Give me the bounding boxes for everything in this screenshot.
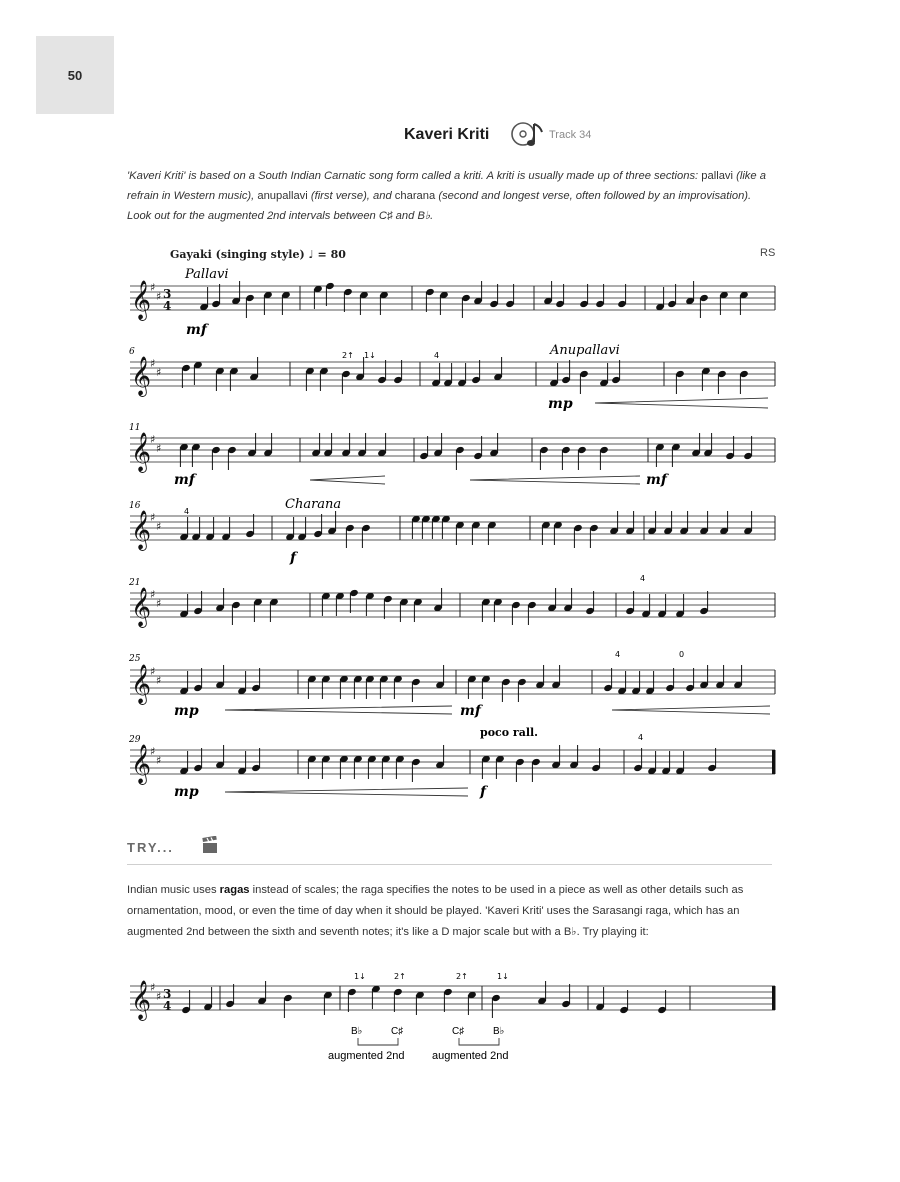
- quarter-tone-up-mark: 2↑: [456, 972, 468, 981]
- time-signature-top: 3: [163, 987, 172, 1001]
- section-label-charana: Charana: [285, 497, 342, 512]
- dynamic-f: f: [480, 784, 487, 800]
- page-number: 50: [67, 68, 83, 83]
- treble-clef-icon: 𝄞: [131, 280, 152, 320]
- bar-number-25: 25: [129, 654, 141, 664]
- sharp-icon: ♯: [150, 357, 156, 370]
- treble-clef-icon: 𝄞: [131, 432, 152, 472]
- sharp-icon: ♯: [150, 665, 156, 678]
- tempo-poco-rall: poco rall.: [480, 726, 539, 739]
- note-label-b-flat: B♭: [493, 1026, 505, 1037]
- bar-number-11: 11: [129, 423, 141, 433]
- quarter-tone-up-mark: 2↑: [394, 972, 406, 981]
- fingering-4: 4: [434, 351, 440, 360]
- sharp-icon: ♯: [156, 597, 162, 610]
- final-barline: [772, 986, 775, 1010]
- intro-text-4: (second and longest verse, often followed by an improvisation). Look out for the augmented 2nd intervals between C♯ and B♭.: [127, 190, 752, 222]
- dynamic-mp: mp: [174, 784, 199, 800]
- fingering-4: 4: [640, 574, 646, 583]
- sharp-icon: ♯: [156, 520, 162, 533]
- sharp-icon: ♯: [156, 674, 162, 687]
- intro-text-2: (like a refrain in Western music),: [127, 170, 766, 202]
- bar-number-6: 6: [129, 347, 135, 357]
- dynamic-mf: mf: [174, 472, 195, 488]
- track-number: Track 34: [549, 129, 592, 141]
- time-signature-bottom: 4: [163, 299, 172, 313]
- try-text-1: Indian music uses: [127, 884, 220, 896]
- quarter-tone-down-mark: 1↓: [497, 972, 509, 981]
- dynamic-mp: mp: [548, 396, 573, 412]
- interval-label-augmented-2nd: augmented 2nd: [432, 1050, 509, 1062]
- note-label-c-sharp: C♯: [391, 1026, 404, 1037]
- dynamic-mf: mf: [186, 322, 207, 338]
- treble-clef-icon: 𝄞: [131, 510, 152, 550]
- fingering-0: 0: [679, 650, 685, 659]
- sharp-icon: ♯: [156, 442, 162, 455]
- bar-number-21: 21: [129, 578, 141, 588]
- section-label-pallavi: Pallavi: [185, 267, 229, 282]
- intro-anupallavi: anupallavi: [257, 190, 308, 202]
- piece-title: Kaveri Kriti: [404, 126, 490, 143]
- treble-clef-icon: 𝄞: [131, 356, 152, 396]
- try-ragas: ragas: [219, 884, 250, 896]
- intro-charana: charana: [394, 190, 436, 202]
- intro-pallavi: pallavi: [701, 170, 733, 182]
- note-label-c-sharp: C♯: [452, 1026, 465, 1037]
- time-signature-bottom: 4: [163, 999, 172, 1013]
- sharp-icon: ♯: [150, 745, 156, 758]
- scale-staff-lines: [130, 986, 775, 1010]
- treble-clef-icon: 𝄞: [131, 664, 152, 704]
- treble-clef-icon: 𝄞: [131, 744, 152, 784]
- sharp-icon: ♯: [156, 990, 162, 1003]
- sharp-icon: ♯: [156, 290, 162, 303]
- interval-label-augmented-2nd: augmented 2nd: [328, 1050, 405, 1062]
- sharp-icon: ♯: [150, 511, 156, 524]
- quarter-tone-down-mark: 1↓: [354, 972, 366, 981]
- sharp-icon: ♯: [150, 588, 156, 601]
- intro-text-3: (first verse), and: [307, 190, 395, 202]
- sharp-icon: ♯: [156, 754, 162, 767]
- section-label-anupallavi: Anupallavi: [550, 343, 620, 358]
- treble-clef-icon: 𝄞: [131, 980, 152, 1020]
- time-signature-top: 3: [163, 287, 172, 301]
- sharp-icon: ♯: [150, 433, 156, 446]
- try-heading: TRY...: [127, 840, 174, 855]
- try-text-2: instead of scales; the raga specifies the notes to be used in a piece as well as other details such as ornamentation, mood, or even the time of day when it should be played. 'Kaveri Kriti' uses the Sarasangi raga, which has an augmented 2nd between the sixth and seventh notes; it's like a D major scale but with a B♭. Try playing it:: [127, 884, 744, 938]
- quarter-tone-up-mark: 2↑: [342, 351, 354, 360]
- fingering-4: 4: [184, 507, 190, 516]
- sharp-icon: ♯: [150, 281, 156, 294]
- sharp-icon: ♯: [156, 366, 162, 379]
- bar-number-16: 16: [129, 501, 141, 511]
- interval-brackets: [358, 1038, 499, 1045]
- fingering-4: 4: [615, 650, 621, 659]
- tempo-marking: Gayaki (singing style) ♩ = 80: [170, 248, 346, 261]
- quarter-tone-down-mark: 1↓: [364, 351, 376, 360]
- intro-text-1: 'Kaveri Kriti' is based on a South Indian Carnatic song form called a kriti. A kriti is usually made up of three sections:: [127, 170, 702, 182]
- dynamic-mf: mf: [646, 472, 667, 488]
- dynamic-mf: mf: [460, 703, 481, 719]
- treble-clef-icon: 𝄞: [131, 587, 152, 627]
- dynamic-mp: mp: [174, 703, 199, 719]
- note-label-b-flat: B♭: [351, 1026, 363, 1037]
- dynamic-f: f: [290, 550, 297, 566]
- sharp-icon: ♯: [150, 981, 156, 994]
- fingering-4: 4: [638, 733, 644, 742]
- bar-number-29: 29: [129, 735, 141, 745]
- arranger-credit: RS: [760, 247, 776, 259]
